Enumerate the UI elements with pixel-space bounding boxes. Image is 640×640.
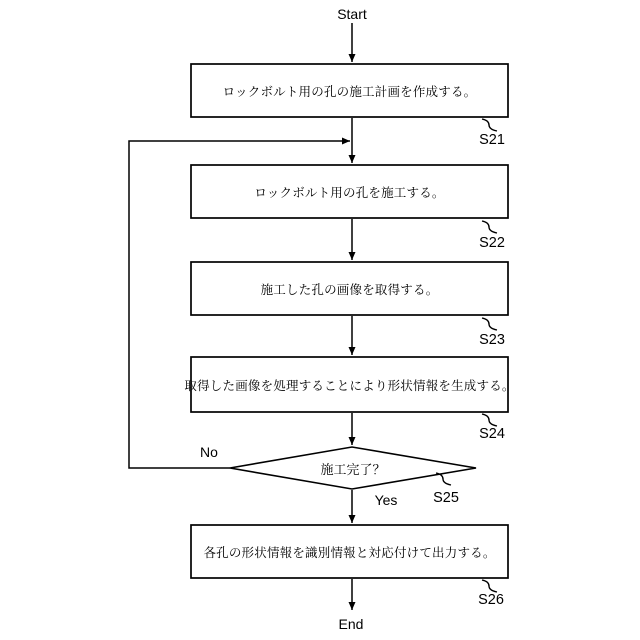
step-tag-s21: S21	[479, 132, 505, 148]
tag-squiggle-s23	[482, 318, 497, 330]
step-tag-s26: S26	[478, 592, 504, 608]
step-tag-s22: S22	[479, 235, 505, 251]
process-text-s24: 取得した画像を処理することにより形状情報を生成する。	[184, 378, 515, 393]
process-text-s22: ロックボルト用の孔を施工する。	[254, 185, 445, 200]
step-tag-s25: S25	[433, 490, 459, 506]
end-label: End	[338, 616, 364, 632]
tag-squiggle-s24	[482, 414, 497, 426]
tag-squiggle-s26	[482, 580, 497, 592]
step-tag-s24: S24	[479, 426, 505, 442]
process-text-s21: ロックボルト用の孔の施工計画を作成する。	[222, 84, 477, 99]
decision-yes-label: Yes	[374, 492, 398, 508]
process-text-s23: 施工した孔の画像を取得する。	[260, 282, 439, 297]
tag-squiggle-s21	[482, 119, 497, 131]
start-label: Start	[337, 6, 367, 22]
decision-text: 施工完了？	[320, 461, 386, 477]
process-text-s26: 各孔の形状情報を識別情報と対応付けて出力する。	[203, 545, 496, 560]
step-tag-s23: S23	[479, 332, 505, 348]
decision-no-label: No	[200, 444, 218, 460]
tag-squiggle-s22	[482, 221, 497, 233]
